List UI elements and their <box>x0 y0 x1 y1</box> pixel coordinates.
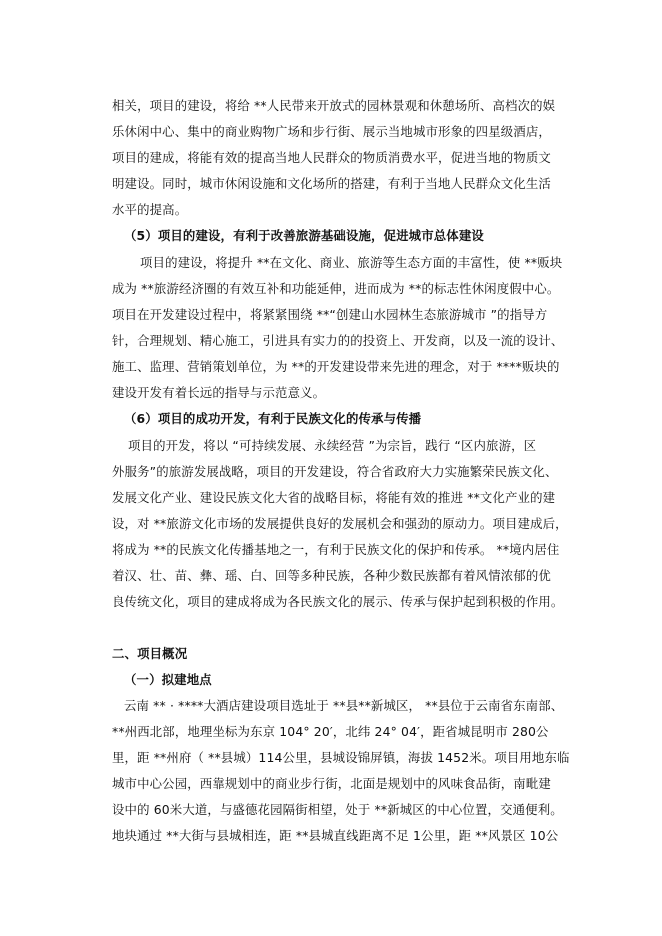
text-line: 城市中心公园，西靠规划中的商业步行街，北面是规划中的风味食品街，南毗建 <box>112 776 551 791</box>
text-line: 设，对 **旅游文化市场的发展提供良好的发展机会和强劲的原动力。项目建成后， <box>112 516 568 531</box>
paragraph-first-line: 云南 ** · ****大酒店建设项目选址于 **县**新城区， **县位于云南省东南部、 <box>124 698 564 713</box>
text-line: 相关，项目的建设，将给 **人民带来开放式的园林景观和休憩场所、高档次的娱 <box>112 98 556 113</box>
text-line: 项目在开发建设过程中，将紧紧围绕 **“创建山水园林生态旅游城市 ”的指导方 <box>112 307 548 322</box>
text-line: 外服务”的旅游发展战略，项目的开发建设，符合省政府大力实施繁荣民族文化、 <box>112 464 558 479</box>
text-line: 里，距 **州府（ **县城）114公里，县城设锦屏镇，海拔 1452米。项目用地东临 <box>112 750 570 765</box>
text-line: 施工、监理、营销策划单位，为 **的开发建设带来先进的理念，对于 ****贩块的 <box>112 359 560 374</box>
text-line: 成为 **旅游经济圈的有效互补和功能延伸，进而成为 **的标志性休闲度假中心。 <box>112 281 560 296</box>
text-line: 地块通过 **大街与县城相连，距 **县城直线距离不足 1公里，距 **风景区 10公 <box>112 828 559 843</box>
text-line: 项目的建成，将能有效的提高当地人民群众的物质消费水平，促进当地的物质文 <box>112 150 551 165</box>
section-heading-6: （6）项目的成功开发，有利于民族文化的传承与传播 <box>124 411 422 426</box>
paragraph-first-line: 项目的开发，将以 “可持续发展、永续经营 ”为宗旨，践行 “区内旅游，区 <box>128 438 537 453</box>
text-line: **州西北部，地理坐标为东京 104° 20′，北纬 24° 04′，距省城昆明市 280公 <box>112 724 549 739</box>
text-line: 将成为 **的民族文化传播基地之一，有利于民族文化的保护和传承。 **境内居住 <box>112 542 560 557</box>
text-line: 乐休闲中心、集中的商业购物广场和步行街、展示当地城市形象的四星级酒店， <box>112 124 551 139</box>
text-line: 发展文化产业、建设民族文化大省的战略目标，将能有效的推进 **文化产业的建 <box>112 490 556 505</box>
paragraph-first-line: 项目的建设，将提升 **在文化、商业、旅游等生态方面的丰富性，使 **贩块 <box>140 255 563 270</box>
subsection-heading: （一）拟建地点 <box>124 672 212 687</box>
text-line: 针，合理规划、精心施工，引进具有实力的的投资上、开发商，以及一流的设计、 <box>112 333 564 348</box>
text-line: 建设开发有着长远的指导与示范意义。 <box>112 385 326 400</box>
section-heading-5: （5）项目的建设，有利于改善旅游基础设施，促进城市总体建设 <box>124 228 484 243</box>
text-line: 明建设。同时，城市休闲设施和文化场所的搭建，有利于当地人民群众文化生活 <box>112 176 551 191</box>
text-line: 良传统文化，项目的建成将成为各民族文化的展示、传承与保护起到积极的作用。 <box>112 594 564 609</box>
text-line: 着汉、壮、苗、彝、瑶、白、回等多种民族，各种少数民族都有着风情浓郁的优 <box>112 568 551 583</box>
text-line: 水平的提高。 <box>112 202 188 217</box>
chapter-heading: 二、项目概况 <box>112 646 188 661</box>
text-line: 设中的 60米大道，与盛德花园隔街相望，处于 **新城区的中心位置，交通便利。 <box>112 802 563 817</box>
